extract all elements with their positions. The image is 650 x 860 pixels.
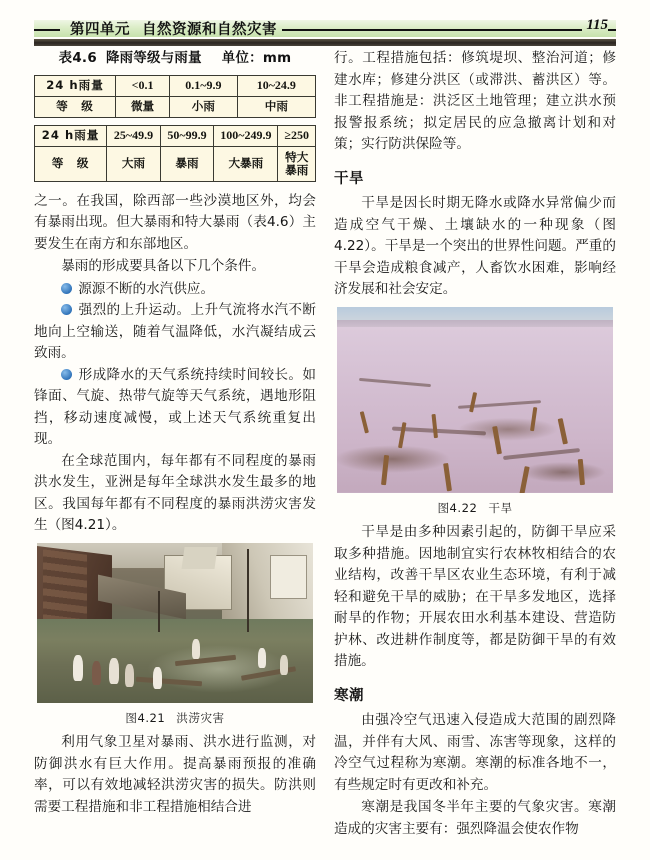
rain-grade-4: 大雨 [107,146,161,181]
left-bullet-1-text: 源源不断的水汽供应。 [78,280,215,297]
flood-person-7 [258,648,266,668]
drought-cracked-field [337,327,613,493]
left-bullet-2-text: 强烈的上升运动。上升气流将水汽不断地向上空输送，随着气温降低，水汽凝结成云致雨。 [34,302,316,361]
left-paragraph-3: 在全球范围内，每年都有不同程度的暴雨洪水发生，亚洲是每年全球洪水发生最多的地区。我国每年都有不同程度的暴雨洪涝灾害发生（图4.21）。 [34,452,316,533]
rain-grade-label-2: 等 级 [35,146,107,181]
rain-amount-7: ≥250 [278,125,316,146]
flood-person-8 [280,655,288,675]
rain-amount-4: 25~49.9 [107,125,161,146]
table-row [35,75,316,96]
rain-grade-label-1: 等 级 [35,96,116,117]
flood-figure-number: 图4.21 [125,710,166,725]
rain-grade-5: 暴雨 [160,146,214,181]
flood-person-4 [125,664,134,687]
rain-table-name: 降雨等级与雨量 [105,51,202,66]
right-paragraph-5: 寒潮是我国冬半年主要的气象灾害。寒潮造成的灾害主要有：强烈降温会使农作物 [334,799,616,837]
drought-figure-number: 图4.22 [437,500,478,515]
rain-table-unit: 单位：mm [221,51,292,66]
rain-amount-6: 100~249.9 [214,125,278,146]
right-column [334,48,616,841]
bullet-dot-icon [61,304,72,315]
rain-amount-label-1: 24 h雨量 [35,75,116,96]
rain-amount-3: 10~24.9 [237,75,315,96]
page-header [34,18,616,42]
right-paragraph-1: 行。工程措施包括：修筑堤坝、整治河道；修建水库；修建分洪区（或滞洪、蓄洪区）等。非工程措施是：洪泛区土地管理；建立洪水预报警报系统；拟定居民的应急撤离计划和对策；实行防洪保险等。 [334,50,616,152]
rain-grade-1: 微量 [116,96,170,117]
rain-amount-5: 50~99.9 [160,125,214,146]
right-paragraph-2: 干旱是因长时期无降水或降水异常偏少而造成空气干燥、土壤缺水的一种现象（图4.22）。干旱是一个突出的世界性问题。严重的干旱会造成粮食减产，人畜饮水困难，影响经济发展和社会安定。 [334,195,616,297]
rain-grade-7: 特大暴雨 [278,146,316,181]
flood-building-middle-upper [182,547,218,569]
rain-table-number: 表4.6 [58,51,97,66]
table-row [35,125,316,146]
flood-building-right-window [270,555,308,599]
rain-table-part1 [34,75,316,118]
flood-person-6 [192,639,200,659]
header-unit-label: 第四单元 [70,22,130,38]
flood-figure-caption [34,708,316,730]
header-title [66,18,281,39]
bullet-dot-icon [61,369,72,380]
left-bullet-1 [34,279,316,301]
left-bullet-2 [34,300,316,365]
section-heading-drought: 干旱 [334,170,364,187]
drought-figure-title: 干旱 [488,500,513,515]
drought-figure-caption [334,498,616,520]
left-paragraph-1: 之一。在我国，除西部一些沙漠地区外，均会有暴雨出现。但大暴雨和特大暴雨（表4.6）主要发生在南方和东部地区。 [34,192,316,252]
figure-flood [34,543,316,730]
rain-table-gap [34,118,316,125]
table-row [35,146,316,181]
rain-amount-label-2: 24 h雨量 [35,125,107,146]
rain-amount-2: 0.1~9.9 [170,75,238,96]
header-dark-bar [34,39,616,46]
flood-person-2 [92,661,101,685]
flood-figure-title: 洪涝灾害 [176,710,225,725]
table-row [35,96,316,117]
drought-photo [337,307,613,493]
flood-photo [37,543,313,703]
left-paragraph-4: 利用气象卫星对暴雨、洪水进行监测，对防御洪水有巨大作用。提高暴雨预报的准确率，可以有效地减轻洪涝灾害的损失。防洪则需要工程措施和非工程措施相结合进 [34,734,316,815]
header-rule-tail [608,29,616,31]
rain-amount-1: <0.1 [116,75,170,96]
flood-person-1 [73,655,83,681]
header-rule-right [282,29,582,31]
left-bullet-3-text: 形成降水的天气系统持续时间较长。如锋面、气旋、热带气旋等天气系统，遇地形阻挡，移动速度减慢，或上述天气系统重复出现。 [34,366,316,447]
header-title-label: 自然资源和自然灾害 [142,22,277,38]
bullet-dot-icon [61,283,72,294]
rain-table-block [34,48,316,182]
flood-water-reflection [147,645,291,693]
flood-pole-2 [158,591,160,633]
section-heading-coldwave: 寒潮 [334,687,364,704]
page-number: 115 [586,17,608,33]
left-bullet-3 [34,365,316,451]
rain-grade-2: 小雨 [170,96,238,117]
rain-table-part2 [34,125,316,182]
left-paragraph-2: 暴雨的形成要具备以下几个条件。 [61,258,266,274]
rain-table-title [34,48,316,70]
right-paragraph-4: 由强冷空气迅速入侵造成大范围的剧烈降温，并伴有大风、雨雪、冻害等现象，这样的冷空气过程称为寒潮。寒潮的标准各地不一，有些规定时有更改和补充。 [334,712,616,793]
header-rule-left [34,29,60,31]
flood-building-left-windows [43,549,87,625]
rain-grade-6: 大暴雨 [214,146,278,181]
left-column [34,48,316,819]
right-paragraph-3: 干旱是由多种因素引起的，防御干旱应采取多种措施。因地制宜实行农林牧相结合的农业结构，改善干旱区农业生态环境，有利于减轻和避免干旱的威胁；在干旱多发地区，选择耐旱的作物；开展农田水利基本建设、营造防护林、改进耕作制度等，都是防御干旱的有效措施。 [334,524,616,669]
flood-utility-pole [247,549,249,632]
figure-drought [334,307,616,520]
flood-person-5 [153,667,162,689]
rain-grade-3: 中雨 [237,96,315,117]
flood-person-3 [109,658,119,684]
